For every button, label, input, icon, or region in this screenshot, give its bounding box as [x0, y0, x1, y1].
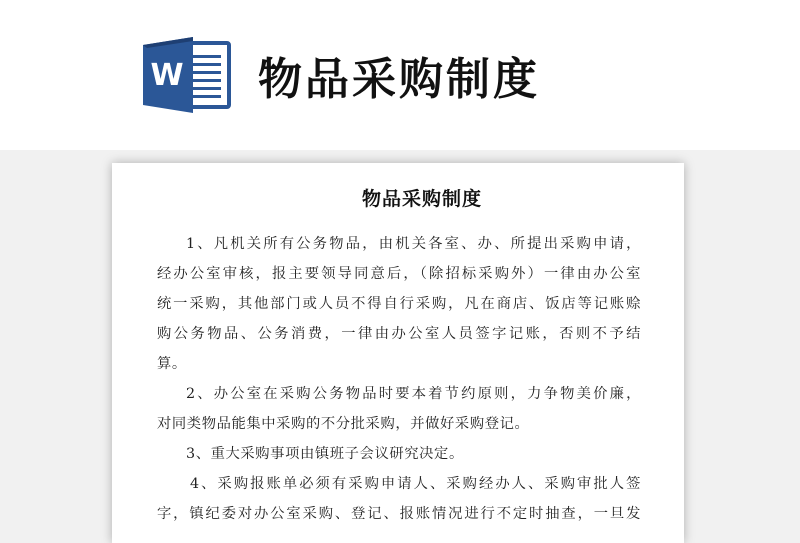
page-title: 物品采购制度	[258, 54, 540, 105]
paragraph-line: 2、办公室在采购公务物品时要本着节约原则，力争物美价廉，	[186, 386, 641, 402]
paragraph-line: 3、重大采购事项由镇班子会议研究决定。	[186, 446, 464, 462]
paragraph-line: 4、采购报账单必须有采购申请人、采购经办人、采购审批人签	[190, 476, 641, 492]
paragraph-line: 1、凡机关所有公务物品，由机关各室、办、所提出采购申请，	[186, 236, 641, 252]
header-banner	[0, 0, 800, 150]
document-title: 物品采购制度	[361, 188, 482, 210]
document-page	[112, 163, 684, 543]
word-icon-letter: W	[150, 58, 184, 93]
word-icon	[143, 35, 233, 115]
paragraph-line: 经办公室审核，报主要领导同意后，（除招标采购外）一律由办公室	[157, 266, 641, 282]
paragraph-line: 对同类物品能集中采购的不分批采购，并做好采购登记。	[157, 416, 530, 432]
paragraph-line: 算。	[157, 356, 187, 372]
paragraph-line: 字，镇纪委对办公室采购、登记、报账情况进行不定时抽查，一旦发	[157, 506, 641, 522]
paragraph-line: 统一采购，其他部门或人员不得自行采购，凡在商店、饭店等记账赊	[157, 296, 641, 312]
paragraph-line: 购公务物品、公务消费，一律由办公室人员签字记账，否则不予结	[157, 326, 641, 342]
